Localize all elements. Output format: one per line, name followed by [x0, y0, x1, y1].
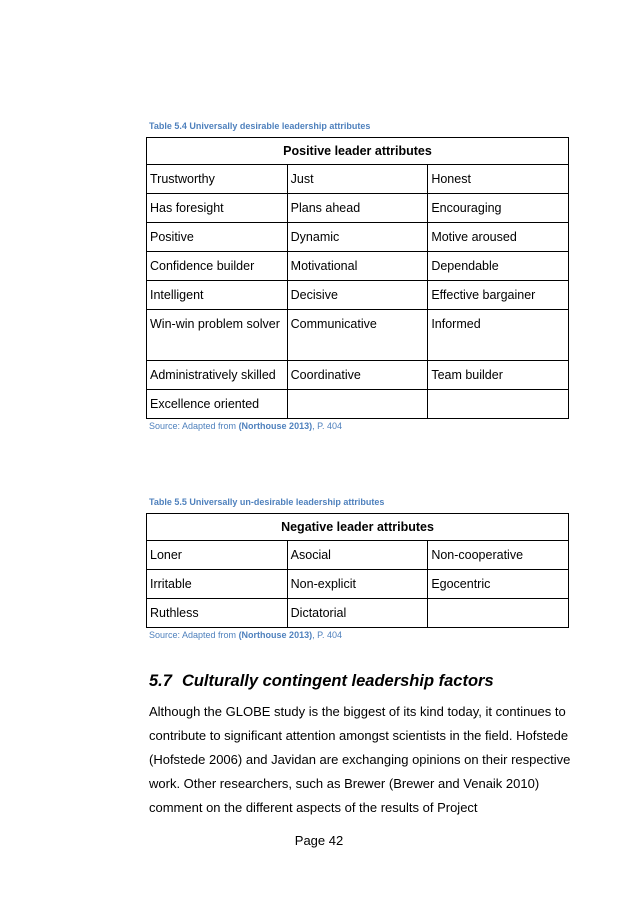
- table-cell: Non-cooperative: [428, 541, 569, 570]
- table-cell: Plans ahead: [287, 194, 428, 223]
- source-reference: (Northouse 2013): [238, 421, 313, 431]
- table-cell: Motive aroused: [428, 223, 569, 252]
- source-reference: (Northouse 2013): [238, 630, 313, 640]
- table-5-5-source: [149, 630, 342, 640]
- table-cell: Encouraging: [428, 194, 569, 223]
- table-cell: Asocial: [287, 541, 428, 570]
- table-row: [147, 165, 569, 194]
- table-5-4-caption: Table 5.4 Universally desirable leadership attributes: [149, 121, 371, 131]
- body-paragraph: Although the GLOBE study is the biggest of its kind today, it continues to contribute to significant attention amongst scientists in the field. Hofstede (Hofstede 2006) and Javidan are exchanging opinions on their respective work. Other researchers, such as Brewer (Brewer and Venaik 2010) comment on the different aspects of the results of Project: [149, 704, 571, 815]
- section-title: Culturally contingent leadership factors: [181, 672, 494, 690]
- table-cell: Decisive: [287, 281, 428, 310]
- table-cell: [428, 390, 569, 419]
- table-row: [147, 281, 569, 310]
- table-row: [147, 194, 569, 223]
- source-prefix: Source: Adapted from: [149, 421, 239, 431]
- source-suffix: , P. 404: [312, 630, 342, 640]
- table-cell: Positive: [147, 223, 288, 252]
- table-row: [147, 252, 569, 281]
- section-number: 5.7: [149, 672, 172, 690]
- table-row: [147, 570, 569, 599]
- table-header: Positive leader attributes: [147, 138, 569, 165]
- table-row: [147, 223, 569, 252]
- table-cell: Coordinative: [287, 361, 428, 390]
- table-row: [147, 541, 569, 570]
- table-cell: Team builder: [428, 361, 569, 390]
- table-cell: Trustworthy: [147, 165, 288, 194]
- table-cell: Ruthless: [147, 599, 288, 628]
- table-cell: Irritable: [147, 570, 288, 599]
- table-row: [147, 390, 569, 419]
- table-5-5-caption: Table 5.5 Universally un-desirable leadership attributes: [149, 497, 385, 507]
- source-prefix: Source: Adapted from: [149, 630, 239, 640]
- table-cell: Communicative: [287, 310, 428, 361]
- table-cell: Administratively skilled: [147, 361, 288, 390]
- table-cell: Informed: [428, 310, 569, 361]
- table-cell: Excellence oriented: [147, 390, 288, 419]
- table-cell: Dynamic: [287, 223, 428, 252]
- table-cell: [287, 390, 428, 419]
- table-cell: Motivational: [287, 252, 428, 281]
- table-cell: Confidence builder: [147, 252, 288, 281]
- table-cell: Egocentric: [428, 570, 569, 599]
- table-cell: Has foresight: [147, 194, 288, 223]
- table-header: Negative leader attributes: [147, 514, 569, 541]
- table-cell: Loner: [147, 541, 288, 570]
- table-cell: Honest: [428, 165, 569, 194]
- table-row: [147, 599, 569, 628]
- table-cell: Just: [287, 165, 428, 194]
- positive-attributes-table: [146, 137, 569, 419]
- table-cell: Effective bargainer: [428, 281, 569, 310]
- table-row: [147, 310, 569, 361]
- table-5-4-source: [149, 421, 342, 431]
- table-cell: Dependable: [428, 252, 569, 281]
- table-cell: [428, 599, 569, 628]
- source-suffix: , P. 404: [312, 421, 342, 431]
- table-row: [147, 361, 569, 390]
- table-cell: Non-explicit: [287, 570, 428, 599]
- table-cell: Win-win problem solver: [147, 310, 288, 361]
- section-heading: [149, 672, 494, 691]
- negative-attributes-table: [146, 513, 569, 628]
- table-cell: Dictatorial: [287, 599, 428, 628]
- page-number: Page 42: [294, 833, 344, 848]
- table-cell: Intelligent: [147, 281, 288, 310]
